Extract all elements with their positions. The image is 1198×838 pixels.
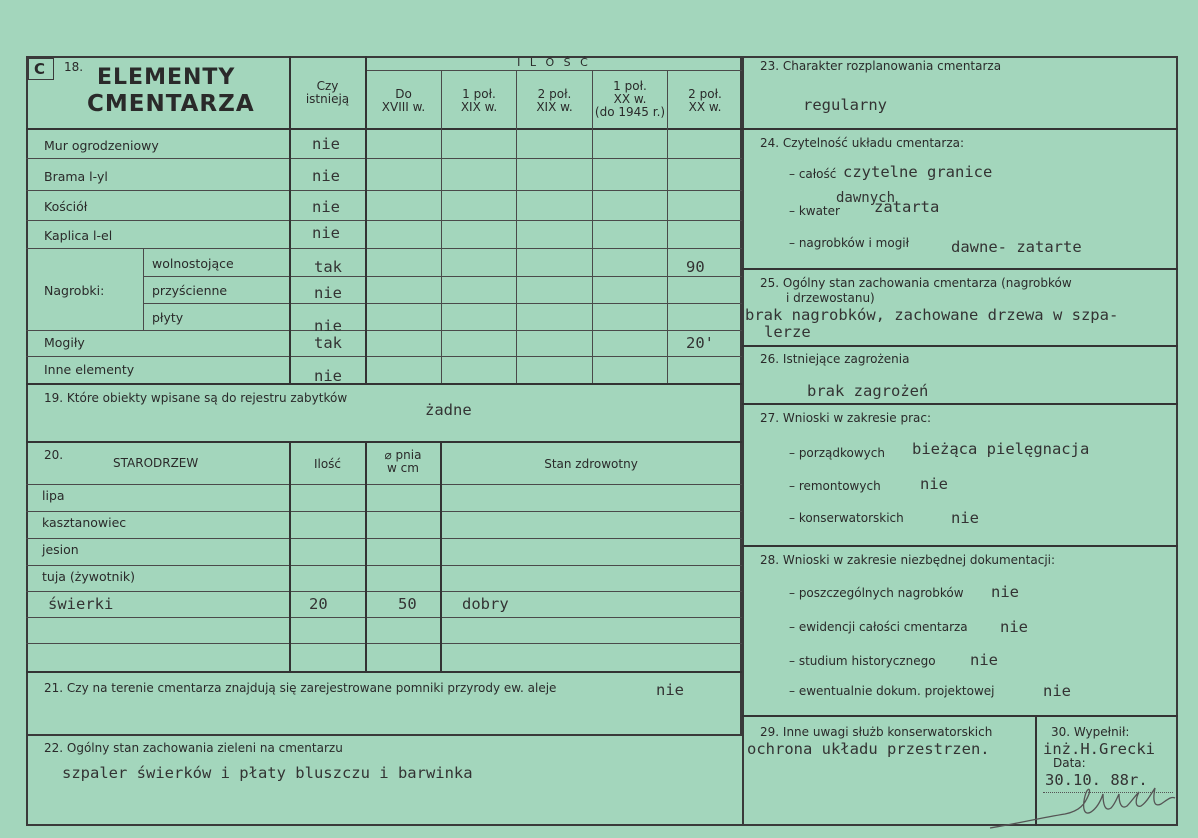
s24-kwater-label: – kwater bbox=[789, 204, 840, 218]
s30-name: inż.H.Grecki bbox=[1043, 740, 1155, 758]
s28-d-label: – ewentualnie dokum. projektowej bbox=[789, 684, 995, 698]
s24-label: 24. Czytelność układu cmentarza: bbox=[760, 136, 965, 150]
s23-value: regularny bbox=[803, 96, 887, 114]
period-header-xix-1: 1 poł. XIX w. bbox=[460, 87, 498, 114]
s18-number: 18. bbox=[64, 60, 84, 74]
s29-label: 29. Inne uwagi służb konserwatorskich bbox=[760, 725, 993, 739]
s25-value-line1: brak nagrobków, zachowane drzewa w szpa- bbox=[745, 306, 1119, 324]
s27-rem-label: – remontowych bbox=[789, 479, 881, 493]
s30-label: 30. Wypełnił: bbox=[1051, 725, 1130, 739]
s28-a-label: – poszczególnych nagrobków bbox=[789, 586, 964, 600]
row-nagrobki-label: Nagrobki: bbox=[44, 283, 105, 298]
s30-date-label: Data: bbox=[1053, 756, 1086, 770]
row-wolnostojace-exists: tak bbox=[314, 258, 342, 276]
s27-porz-value: bieżąca pielęgnacja bbox=[912, 440, 1090, 458]
s27-label: 27. Wnioski w zakresie prac: bbox=[760, 411, 932, 425]
s18-title-line1: ELEMENTY bbox=[97, 65, 236, 90]
row-brama-label: Brama l-yl bbox=[44, 169, 108, 184]
s24-calosc-label: – całość bbox=[789, 167, 837, 181]
row-kosciol-exists: nie bbox=[312, 198, 340, 216]
tree-row-count: 20 bbox=[309, 595, 328, 613]
s30-date: 30.10. 88r. bbox=[1045, 771, 1148, 789]
row-brama-exists: nie bbox=[312, 167, 340, 185]
period-header-xviii: Do XVIII w. bbox=[381, 87, 426, 114]
s20-count-header: Ilość bbox=[313, 457, 342, 471]
s28-label: 28. Wnioski w zakresie niezbędnej dokumentacji: bbox=[760, 553, 1056, 567]
tree-row-health: dobry bbox=[462, 595, 509, 613]
s28-b-label: – ewidencji całości cmentarza bbox=[789, 620, 968, 634]
row-plyty-label: płyty bbox=[152, 310, 184, 325]
s21-value: nie bbox=[656, 681, 684, 699]
tree-row-name: lipa bbox=[42, 488, 65, 503]
s27-porz-label: – porządkowych bbox=[789, 446, 885, 460]
row-plyty-exists: nie bbox=[314, 317, 342, 335]
s25-label-line2: i drzewostanu) bbox=[786, 291, 875, 305]
s24-calosc-value: czytelne granice bbox=[843, 163, 993, 181]
row-przyscienne-label: przyścienne bbox=[152, 283, 228, 298]
s20-number: 20. bbox=[44, 448, 64, 462]
row-mogily-xx2: 20' bbox=[686, 334, 714, 352]
s28-d-value: nie bbox=[1043, 682, 1071, 700]
tree-row-name: jesion bbox=[42, 542, 79, 557]
s22-value: szpaler świerków i płaty bluszczu i barwinka bbox=[62, 764, 473, 782]
s19-value: żadne bbox=[425, 401, 472, 419]
tree-row-name: kasztanowiec bbox=[42, 515, 127, 530]
period-header-xx-2: 2 poł. XX w. bbox=[688, 87, 722, 114]
s26-label: 26. Istniejące zagrożenia bbox=[760, 352, 910, 366]
signature bbox=[985, 784, 1180, 834]
s20-title: STARODRZEW bbox=[113, 456, 199, 470]
row-mogily-exists: tak bbox=[314, 334, 342, 352]
s28-a-value: nie bbox=[991, 583, 1019, 601]
tree-row-name: świerki bbox=[48, 595, 114, 613]
s25-value-line2: lerze bbox=[764, 323, 811, 341]
row-inne-exists: nie bbox=[314, 367, 342, 385]
row-inne-label: Inne elementy bbox=[44, 362, 135, 377]
s18-title-line2: CMENTARZA bbox=[87, 91, 255, 117]
s28-c-label: – studium historycznego bbox=[789, 654, 936, 668]
row-mur-exists: nie bbox=[312, 135, 340, 153]
period-header-xix-2: 2 poł. XIX w. bbox=[536, 87, 573, 114]
col-exists-header: Czy istnieją bbox=[305, 79, 350, 106]
ilosc-header: I L O Ś Ć bbox=[517, 56, 591, 69]
s28-c-value: nie bbox=[970, 651, 998, 669]
row-kaplica-exists: nie bbox=[312, 224, 340, 242]
s27-kons-label: – konserwatorskich bbox=[789, 511, 904, 525]
row-mur-label: Mur ogrodzeniowy bbox=[44, 138, 159, 153]
row-kaplica-label: Kaplica l-el bbox=[44, 228, 113, 243]
s20-diam-header: ⌀ pnia w cm bbox=[384, 448, 422, 475]
row-wolnostojace-xx2: 90 bbox=[686, 258, 705, 276]
s24-nagrobkow-label: – nagrobków i mogił bbox=[789, 236, 910, 250]
s27-rem-value: nie bbox=[920, 475, 948, 493]
s19-label: 19. Które obiekty wpisane są do rejestru zabytków bbox=[44, 391, 348, 405]
s21-label: 21. Czy na terenie cmentarza znajdują się zarejestrowane pomniki przyrody ew. aleje bbox=[44, 681, 557, 695]
row-wolnostojace-label: wolnostojące bbox=[152, 256, 234, 271]
s29-value: ochrona układu przestrzen. bbox=[747, 740, 990, 758]
row-kosciol-label: Kościół bbox=[44, 199, 88, 214]
tree-row-diam: 50 bbox=[398, 595, 417, 613]
s24-kwater-note: dawnych bbox=[836, 190, 896, 206]
s22-label: 22. Ogólny stan zachowania zieleni na cmentarzu bbox=[44, 741, 343, 755]
tree-row-name: tuja (żywotnik) bbox=[42, 569, 136, 584]
s25-label-line1: 25. Ogólny stan zachowania cmentarza (nagrobków bbox=[760, 276, 1072, 290]
s20-health-header: Stan zdrowotny bbox=[544, 457, 638, 471]
s23-label: 23. Charakter rozplanowania cmentarza bbox=[760, 59, 1002, 73]
row-mogily-label: Mogiły bbox=[44, 335, 85, 350]
card-letter: C bbox=[34, 60, 46, 78]
period-header-xx-1: 1 poł. XX w. (do 1945 r.) bbox=[594, 79, 666, 119]
s28-b-value: nie bbox=[1000, 618, 1028, 636]
s26-value: brak zagrożeń bbox=[807, 382, 929, 400]
s24-kwater-value: zatarta bbox=[874, 198, 940, 216]
s27-kons-value: nie bbox=[951, 509, 979, 527]
row-przyscienne-exists: nie bbox=[314, 284, 342, 302]
s24-nagrobkow-value: dawne- zatarte bbox=[951, 238, 1082, 256]
